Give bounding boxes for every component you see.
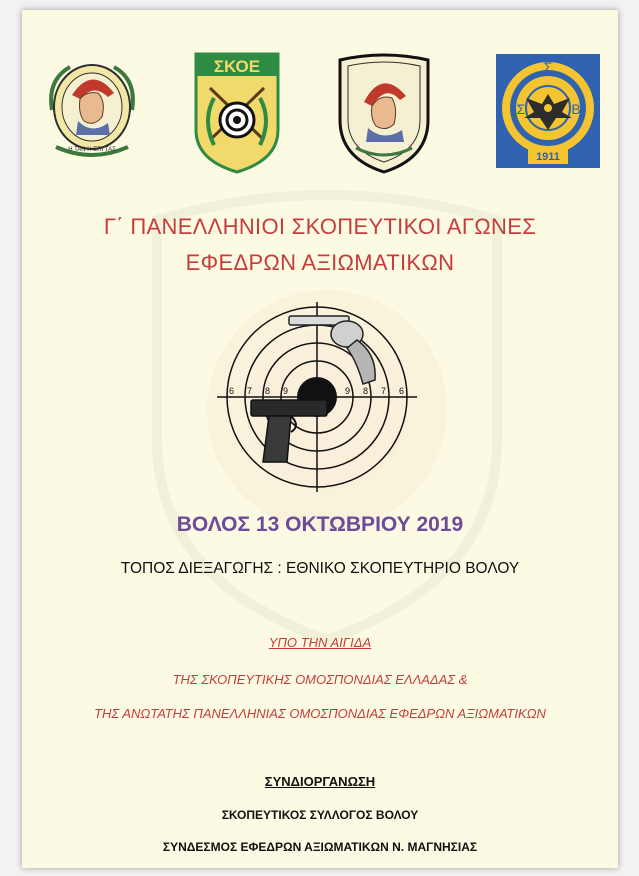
target-number-right-9: 9 bbox=[345, 386, 351, 396]
target-number-left-7: 7 bbox=[247, 386, 253, 396]
target-number-left-9: 9 bbox=[283, 386, 289, 396]
aegis-line-2: ΤΗΣ ΑΝΩΤΑΤΗΣ ΠΑΝΕΛΛΗΝΙΑΣ ΟΜΟΣΠΟΝΔΙΑΣ ΕΦΕΔΡΩΝ ΑΞΙΩΜΑΤΙΚΩΝ bbox=[94, 706, 546, 721]
event-date: ΒΟΛΟΣ 13 ΟΚΤΩΒΡΙΟΥ 2019 bbox=[176, 513, 464, 536]
pistol-icon bbox=[251, 400, 327, 462]
target-number-right-7: 7 bbox=[381, 386, 387, 396]
federation-shield-logo bbox=[334, 50, 434, 175]
shooting-target-illustration bbox=[217, 302, 417, 492]
title-line-1: Γ΄ ΠΑΝΕΛΛΗΝΙΟΙ ΣΚΟΠΕΥΤΙΚΟΙ ΑΓΩΝΕΣ bbox=[103, 214, 537, 239]
svb-1911-logo bbox=[494, 52, 602, 170]
svb-letter-right: Β bbox=[571, 101, 581, 117]
target-number-right-6: 6 bbox=[399, 386, 405, 396]
svb-letter-left: Σ bbox=[516, 101, 526, 117]
poster bbox=[22, 10, 618, 868]
skoe-shield-logo bbox=[192, 50, 282, 175]
skoe-label: ΣΚΟΕ bbox=[213, 57, 261, 76]
organizer-2: ΣΥΝΔΕΣΜΟΣ ΕΦΕΔΡΩΝ ΑΞΙΩΜΑΤΙΚΩΝ Ν. ΜΑΓΝΗΣΙΑΣ bbox=[162, 840, 478, 854]
target-number-left-6: 6 bbox=[229, 386, 235, 396]
reserve-officers-emblem-logo bbox=[42, 55, 142, 165]
target-number-right-8: 8 bbox=[363, 386, 369, 396]
logo1-bottom-text: Η ΤΑΝ Η ΕΠΙ ΤΑΣ bbox=[68, 147, 116, 153]
svb-letter-top: Σ bbox=[543, 59, 553, 75]
aegis-heading: ΥΠΟ ΤΗΝ ΑΙΓΙΔΑ bbox=[268, 635, 372, 650]
target-number-left-8: 8 bbox=[265, 386, 271, 396]
organizer-1: ΣΚΟΠΕΥΤΙΚΟΣ ΣΥΛΛΟΓΟΣ ΒΟΛΟΥ bbox=[221, 808, 419, 822]
svb-year: 1911 bbox=[536, 151, 560, 163]
title-line-2: ΕΦΕΔΡΩΝ ΑΞΙΩΜΑΤΙΚΩΝ bbox=[185, 250, 455, 275]
aegis-line-1: ΤΗΣ ΣΚΟΠΕΥΤΙΚΗΣ ΟΜΟΣΠΟΝΔΙΑΣ ΕΛΛΑΔΑΣ & bbox=[172, 672, 468, 687]
coorganization-heading: ΣΥΝΔΙΟΡΓΑΝΩΣΗ bbox=[264, 774, 376, 789]
event-venue: ΤΟΠΟΣ ΔΙΕΞΑΓΩΓΗΣ : ΕΘΝΙΚΟ ΣΚΟΠΕΥΤΗΡΙΟ ΒΟΛΟΥ bbox=[120, 560, 520, 577]
